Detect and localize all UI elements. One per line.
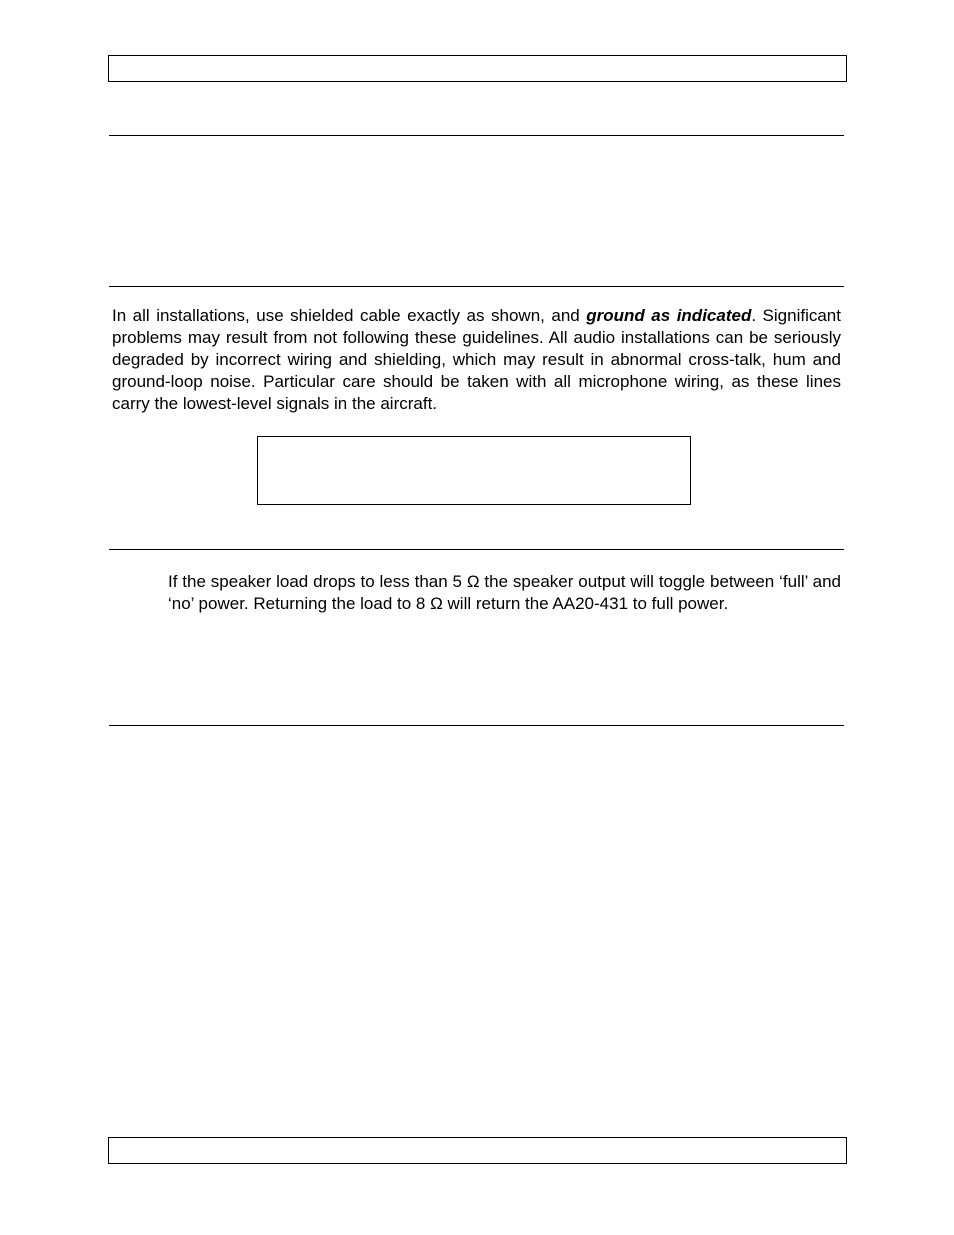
section-rule-3 xyxy=(109,549,844,550)
section-rule-2 xyxy=(109,286,844,287)
header-box xyxy=(108,55,847,82)
note-box xyxy=(257,436,691,505)
grounding-text-start: In all installations, use shielded cable exactly as shown, and xyxy=(112,306,587,325)
grounding-paragraph xyxy=(112,305,841,415)
grounding-emphasis: ground as indicated xyxy=(586,306,752,325)
section-rule-4 xyxy=(109,725,844,726)
speaker-load-paragraph: If the speaker load drops to less than 5 Ω the speaker output will toggle between ‘full’ and ‘no’ power. Returning the load to 8 Ω will return the AA20-431 to full power. xyxy=(168,572,841,613)
footer-box xyxy=(108,1137,847,1164)
section-rule-1 xyxy=(109,135,844,136)
grounding-text-end: . Significant problems may result from not following these guidelines. All audio installations can be seriously degraded by incorrect wiring and shielding, which may result in abnormal cross-talk, hum and ground-loop noise. Particular care should be taken with all microphone wiring, as these lines carry the lowest-level signals in the aircraft. xyxy=(112,306,841,413)
